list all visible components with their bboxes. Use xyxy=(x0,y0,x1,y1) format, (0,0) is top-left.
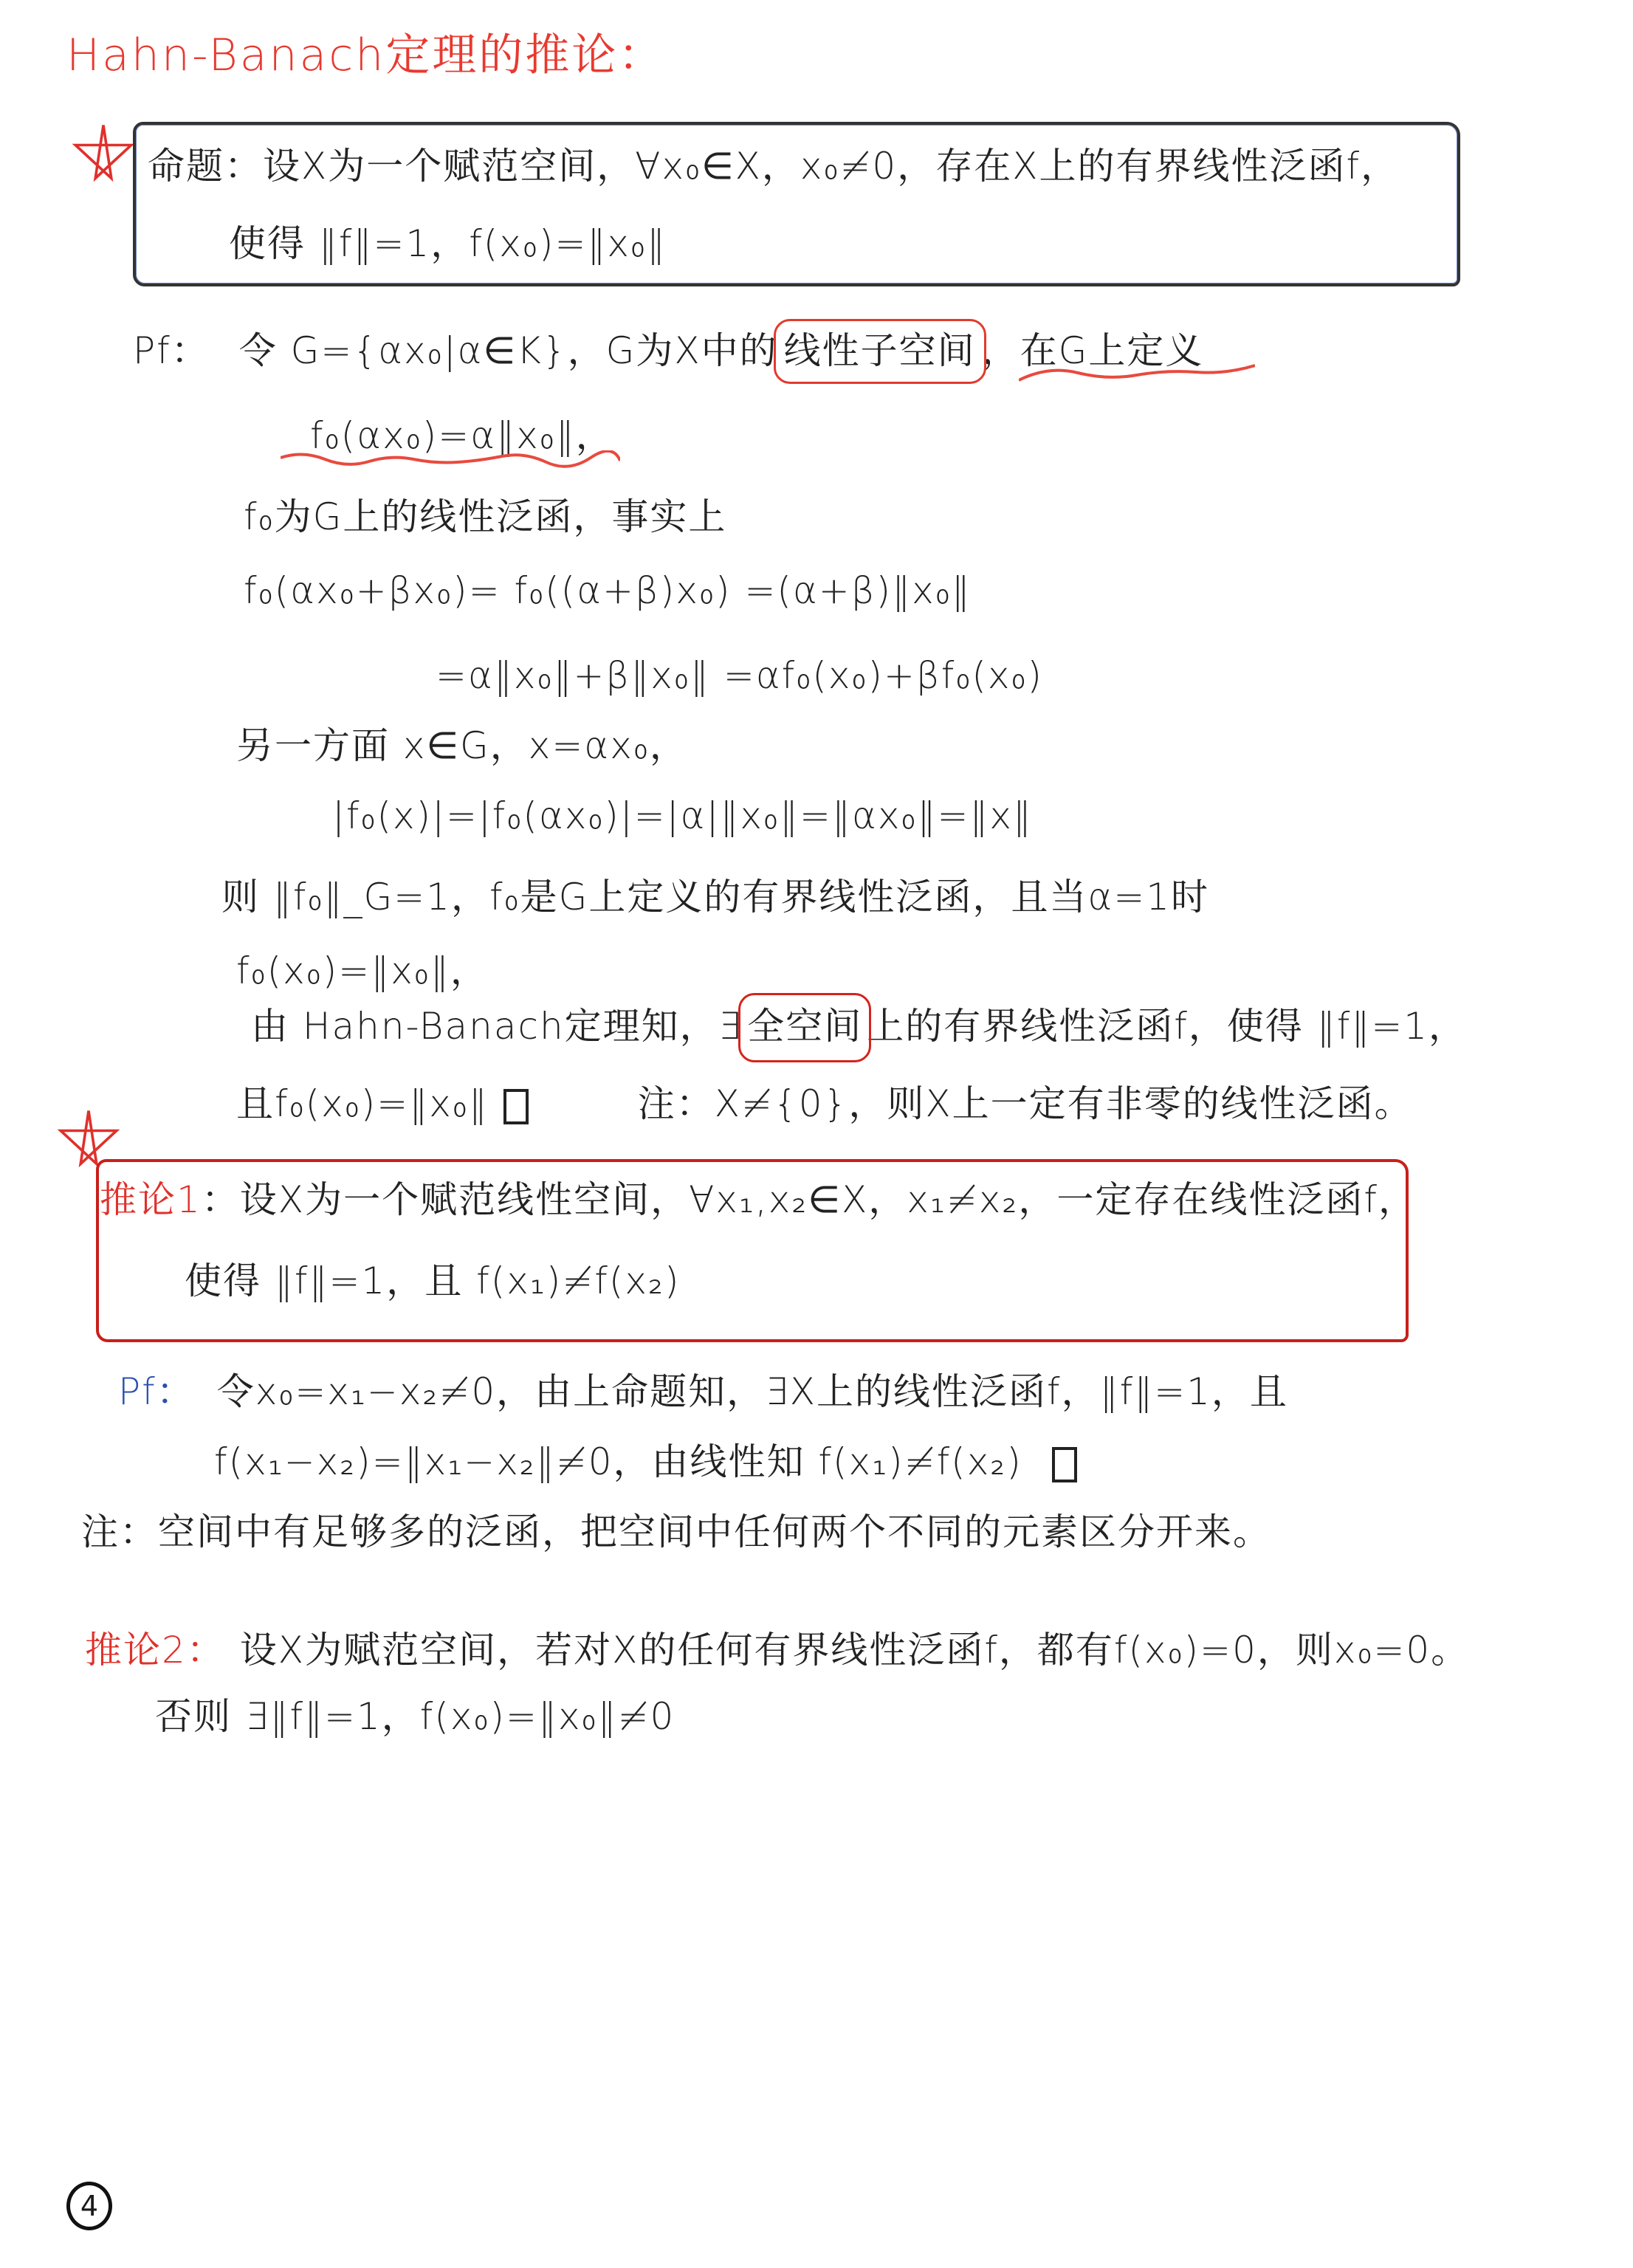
qed-box-icon xyxy=(1052,1447,1077,1482)
proof2-note: 注：空间中有足够多的泛函，把空间中任何两个不同的元素区分开来。 xyxy=(81,1511,1271,1553)
proof1-text: 且f₀(x₀)=‖x₀‖ xyxy=(236,1082,489,1125)
page-title: Hahn-Banach定理的推论： xyxy=(66,30,665,81)
corollary1-label: 推论1 xyxy=(100,1178,202,1221)
proposition-line-1 xyxy=(148,140,1399,192)
circled-text: 线性子空间 xyxy=(783,329,976,372)
corollary2-label: 推论2： xyxy=(85,1629,225,1671)
corollary2-line-1 xyxy=(85,1624,1469,1676)
proof1-text-tail: ，在G上定义 xyxy=(981,329,1204,372)
proof1-line-2: f₀(αx₀)=α‖x₀‖， xyxy=(310,414,614,457)
proof2-line-1 xyxy=(118,1366,1288,1418)
proof1-line-11 xyxy=(236,1078,1413,1130)
corollary2-line-2: 否则 ∃‖f‖=1，f(x₀)=‖x₀‖≠0 xyxy=(155,1695,675,1738)
proof2-text: f(x₁−x₂)=‖x₁−x₂‖≠0，由线性知 f(x₁)≠f(x₂) xyxy=(214,1440,1022,1483)
proof1-line-4: f₀(αx₀+βx₀)= f₀((α+β)x₀) =(α+β)‖x₀‖ xyxy=(244,569,972,612)
proposition-line-2: 使得 ‖f‖=1，f(x₀)=‖x₀‖ xyxy=(229,222,667,265)
highlight-linear-subspace xyxy=(778,325,982,377)
proof1-line-8: 则 ‖f₀‖_G=1，f₀是G上定义的有界线性泛函，且当α=1时 xyxy=(221,876,1210,918)
proposition-label: 命题 xyxy=(148,145,224,188)
proof1-line-9: f₀(x₀)=‖x₀‖， xyxy=(236,949,489,992)
proof1-line-10 xyxy=(251,1000,1467,1052)
page-number: 4 xyxy=(66,2182,112,2230)
red-underline xyxy=(1019,362,1255,384)
red-wavy-underline xyxy=(281,450,620,472)
proof1-note: 注：X≠{0}，则X上一定有非零的线性泛函。 xyxy=(637,1082,1413,1125)
qed-box-icon xyxy=(503,1089,529,1124)
corollary2-text: 设X为赋范空间，若对X的任何有界线性泛函f，都有f(x₀)=0，则x₀=0。 xyxy=(239,1629,1470,1671)
proof-label: Pf： xyxy=(118,1370,195,1413)
proof2-line-2 xyxy=(214,1436,1077,1488)
star-icon xyxy=(70,122,137,188)
proof2-text: 令x₀=x₁−x₂≠0，由上命题知，∃X上的线性泛函f，‖f‖=1，且 xyxy=(216,1370,1288,1413)
circled-text: 全空间 xyxy=(747,1005,863,1048)
highlight-whole-space xyxy=(743,1000,867,1052)
red-circle-annotation xyxy=(774,319,986,384)
red-circle-annotation xyxy=(738,993,871,1062)
proof1-line-7: |f₀(x)|=|f₀(αx₀)|=|α|‖x₀‖=‖αx₀‖=‖x‖ xyxy=(332,794,1033,837)
proof1-text: 由 Hahn-Banach定理知，∃ xyxy=(251,1005,743,1048)
proof-label: Pf： xyxy=(133,329,210,372)
proof1-line-5: =α‖x₀‖+β‖x₀‖ =αf₀(x₀)+βf₀(x₀) xyxy=(436,654,1044,697)
corollary1-text: ：设X为一个赋范线性空间，∀x₁,x₂∈X，x₁≠x₂，一定存在线性泛函f， xyxy=(201,1178,1417,1221)
proof1-line-3: f₀为G上的线性泛函，事实上 xyxy=(244,495,727,538)
corollary1-line-1 xyxy=(100,1174,1417,1226)
corollary1-line-2: 使得 ‖f‖=1，且 f(x₁)≠f(x₂) xyxy=(185,1260,681,1302)
proof1-text: 令 G={αx₀|α∈K}，G为X中的 xyxy=(238,329,778,372)
proposition-text: ：设X为一个赋范空间，∀x₀∈X，x₀≠0，存在X上的有界线性泛函f， xyxy=(224,145,1400,188)
proof1-line-6: 另一方面 x∈G，x=αx₀， xyxy=(236,724,688,767)
proof1-text-post: 上的有界线性泛函f，使得 ‖f‖=1， xyxy=(867,1005,1468,1048)
